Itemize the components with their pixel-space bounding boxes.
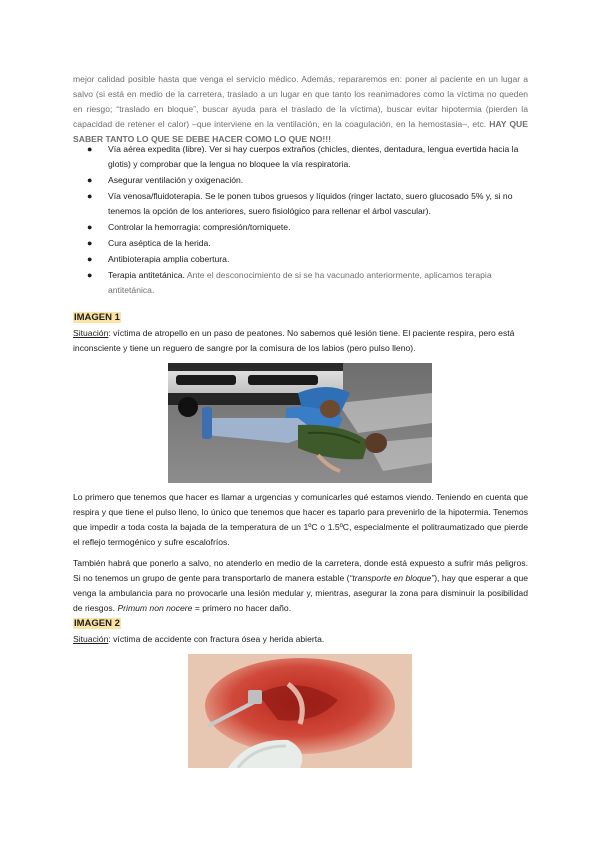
bullet-icon: ● <box>87 222 93 232</box>
list-item: ● Vía aérea expedita (libre). Ver si hay cuerpos extraños (chicles, dientes, dentadura, lengua evertida hacia la glotis) y comprobar que la lengua no bloquee la vía respiratoria. <box>87 144 519 169</box>
bullet-icon: ● <box>87 144 93 154</box>
bullet-icon: ● <box>87 191 93 201</box>
bullet-icon: ● <box>87 254 93 264</box>
imagen2-situation: Situación: víctima de accidente con fractura ósea y herida abierta. <box>73 634 325 644</box>
imagen1-situation: Situación: víctima de atropello en un paso de peatones. No sabemos qué lesión tiene. El paciente respira, pero está inconsciente y tiene un reguero de sangre por la comisura de los labios (pero pulso lleno). <box>73 328 515 353</box>
list-item: ● Controlar la hemorragia: compresión/torniquete. <box>73 220 528 235</box>
imagen2-heading: IMAGEN 2 <box>74 618 120 629</box>
situation-label: Situación <box>73 328 109 338</box>
intro-emphasis: HAY QUE SABER TANTO LO QUE SE DEBE HACER COMO LO QUE NO!!! <box>73 119 528 144</box>
imagen1-heading: IMAGEN 1 <box>74 312 120 323</box>
bullet-icon: ● <box>87 175 93 185</box>
list-item: ● Terapia antitetánica. Ante el desconocimiento de si se ha vacunado anteriormente, aplicamos terapia antitetánica. <box>87 270 492 295</box>
bullet-icon: ● <box>87 238 93 248</box>
intro-text: mejor calidad posible hasta que venga el servicio médico. Además, repararemos en: poner al paciente en un lugar a salvo (si está en medio de la carretera, traslado a un lugar en que tanto los reanimadores como la víctima no queden en riesgo; “traslado en bloque”, buscar ayuda para el traslado de la víctima), buscar evitar hipotermia (pierden la capacidad de retener el calor) –que interviene en la ventilación, en la coagulación, en la hemostasia–, etc. <box>73 74 528 129</box>
intro-paragraph <box>73 72 528 147</box>
care-bullet-list <box>73 142 528 299</box>
list-item: ● Asegurar ventilación y oxigenación. <box>73 173 528 188</box>
wound-photo <box>188 654 412 768</box>
list-item: ● Vía venosa/fluidoterapia. Se le ponen tubos gruesos y líquidos (ringer lactato, suero glucosado 5% y, si no tenemos la opción de los anteriores, suero fisiológico para rellenar el árbol vascular). <box>87 191 513 216</box>
accident-photo <box>168 363 432 483</box>
bullet-icon: ● <box>87 270 93 280</box>
imagen1-paragraph-1: Lo primero que tenemos que hacer es llamar a urgencias y comunicarles qué estamos viendo. Teniendo en cuenta que respira y que tiene el pulso lleno, lo único que tenemos que hacer es taparlo para prevenirlo de la hipotermia. Tenemos que impedir a toda costa la bajada de la temperatura de un 1ºC o 1.5ºC, especialmente el politraumatizado que pierde el reflejo termogénico y sufre escalofríos. <box>73 492 528 547</box>
list-item: ● Antibioterapia amplia cobertura. <box>73 252 528 267</box>
imagen1-paragraph-2: También habrá que ponerlo a salvo, no atenderlo en medio de la carretera, donde está expuesto a sufrir más peligros. Si no tenemos un grupo de gente para transportarlo de manera estable (“transporte en bloque”), hay que esperar a que venga la ambulancia para no provocarle una lesión medular y, mientras, asegurar la zona para disminuir la posibilidad de riesgos. Primum non nocere = primero no hacer daño. <box>73 558 528 613</box>
situation-label: Situación <box>73 634 109 644</box>
list-item: ● Cura aséptica de la herida. <box>73 236 528 251</box>
